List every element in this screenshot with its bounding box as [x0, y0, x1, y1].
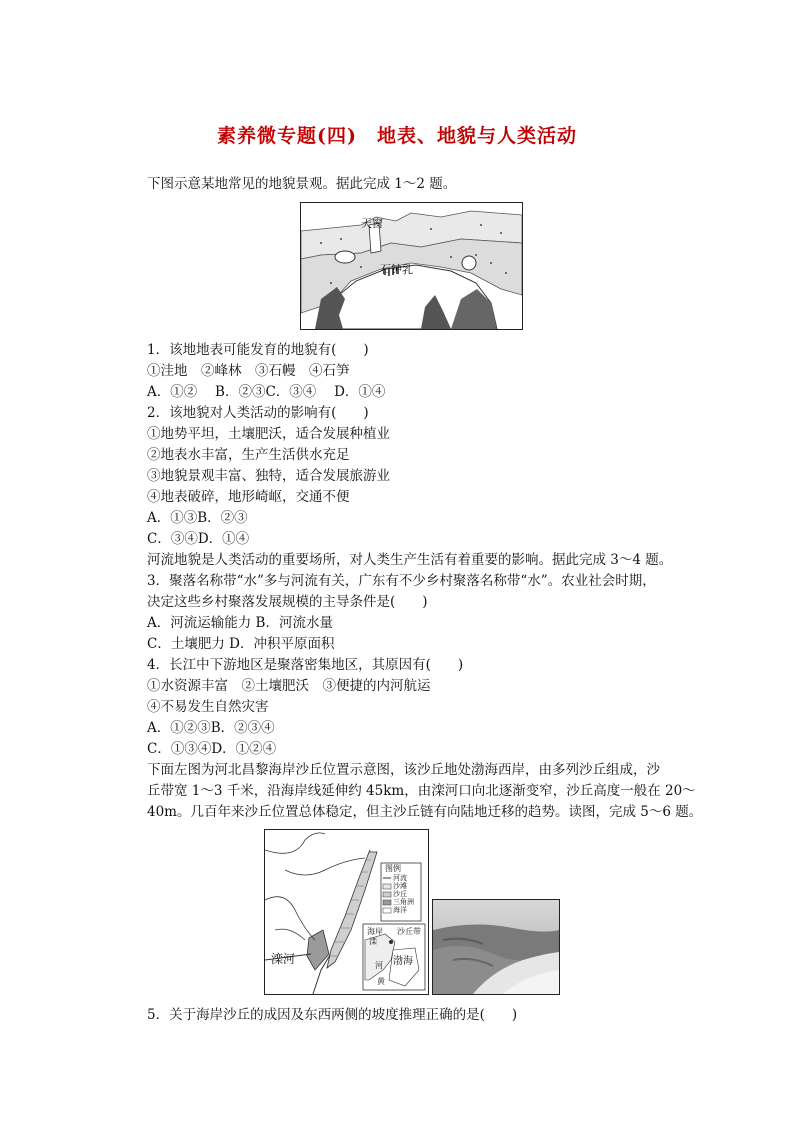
q2-item: ④地表破碎，地形崎岖，交通不便: [147, 489, 350, 505]
q1-items: ①洼地 ②峰林 ③石幔 ④石笋: [147, 363, 350, 379]
q5-stem: 5．关于海岸沙丘的成因及东西两侧的坡度推理正确的是( ): [147, 1007, 518, 1023]
inset-label-huang: 黄: [377, 977, 385, 986]
q4-options: C．①③④D．①②④: [147, 741, 277, 757]
legend-item: 沙滩: [393, 882, 407, 890]
legend-item: 沙丘: [393, 890, 407, 898]
intro-paragraph-2: 河流地貌是人类活动的重要场所，对人类生产生活有着重要的影响。据此完成 3～4 题。: [147, 552, 673, 568]
q1-options: A．①② B．②③C．③④ D．①④: [147, 384, 386, 400]
legend-item: 三角洲: [393, 898, 414, 906]
q1-stem: 1．该地地表可能发育的地貌有( ): [147, 342, 369, 358]
q3-options: C．土壤肥力 D．冲积平原面积: [147, 636, 335, 652]
q4-items: ①水资源丰富 ②土壤肥沃 ③便捷的内河航运: [147, 678, 431, 694]
karst-cave-figure: [300, 202, 523, 330]
legend-item: 海洋: [393, 906, 407, 914]
page-title: 素养微专题(四) 地表、地貌与人类活动: [217, 125, 577, 147]
inset-label-he: 河: [375, 961, 383, 970]
label-stalactite: 石钟乳: [380, 263, 413, 276]
q2-options: A．①③B．②③: [147, 510, 248, 526]
inset-label-bohai: 渤海: [393, 956, 413, 967]
coastal-dune-map: [264, 829, 429, 995]
intro-paragraph-3: 下面左图为河北昌黎海岸沙丘位置示意图，该沙丘地处渤海西岸，由多列沙丘组成，沙: [147, 762, 660, 778]
q4-items: ④不易发生自然灾害: [147, 699, 269, 715]
intro-paragraph-1: 下图示意某地常见的地貌景观。据此完成 1～2 题。: [147, 176, 457, 192]
label-skylight: 天窗: [361, 217, 383, 230]
label-luan-river: 滦河: [271, 952, 296, 966]
q3-stem-line2: 决定这些乡村聚落发展规模的主导条件是( ): [147, 594, 428, 610]
q4-options: A．①②③B．②③④: [147, 720, 275, 736]
q2-item: ③地貌景观丰富、独特，适合发展旅游业: [147, 468, 390, 484]
q2-item: ①地势平坦，土壤肥沃，适合发展种植业: [147, 426, 390, 442]
inset-label-coast: 海岸: [367, 927, 383, 936]
q3-stem-line1: 3．聚落名称带“水”多与河流有关，广东有不少乡村聚落名称带“水”。农业社会时期，: [147, 573, 656, 589]
intro-paragraph-3: 丘带宽 1～3 千米，沿海岸线延伸约 45km，由滦河口向北逐渐变窄，沙丘高度一般在 20～: [147, 783, 696, 799]
q3-options: A．河流运输能力 B．河流水量: [147, 615, 333, 631]
dune-aerial-photo: [432, 899, 560, 995]
legend-title: 图例: [385, 864, 401, 873]
q2-item: ②地表水丰富，生产生活供水充足: [147, 447, 350, 463]
q2-options: C．③④D．①④: [147, 531, 250, 547]
legend-item: 河流: [393, 874, 407, 882]
inset-label-dune-belt: 沙丘带: [397, 927, 421, 936]
q4-stem: 4．长江中下游地区是聚落密集地区，其原因有( ): [147, 657, 464, 673]
dune-photo-image: [433, 900, 559, 994]
q2-stem: 2．该地貌对人类活动的影响有( ): [147, 405, 369, 421]
inset-label-luan: 滦: [369, 937, 377, 946]
intro-paragraph-3: 40m。几百年来沙丘位置总体稳定，但主沙丘链有向陆地迁移的趋势。读图，完成 5～6 题。: [147, 804, 703, 820]
